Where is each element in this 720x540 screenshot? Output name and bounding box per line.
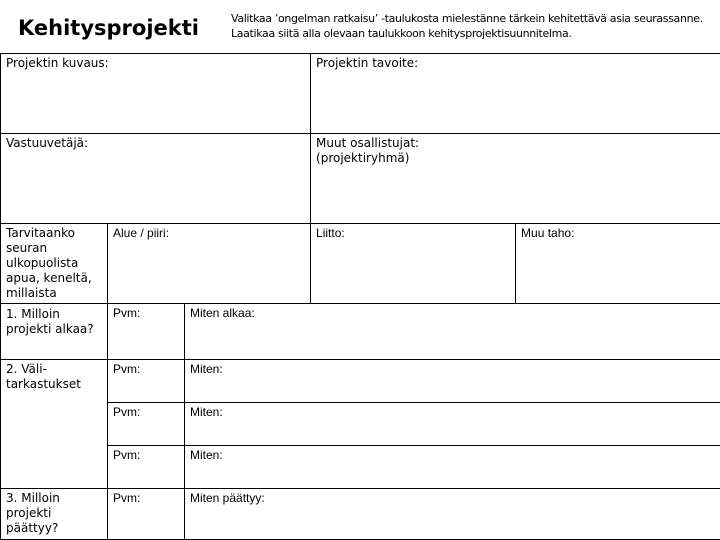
- end-question-cell: [1, 489, 108, 540]
- start-how-label: Miten alkaa:: [190, 306, 255, 320]
- checkpoint-2-how-label: Miten:: [190, 405, 223, 419]
- end-date-cell[interactable]: [108, 489, 185, 540]
- instructions-line-1: Valitkaa ’ongelman ratkaisu’ -taulukosta mielestänne tärkein kehitettävä asia seurassanne.: [231, 12, 703, 25]
- start-date-label: Pvm:: [113, 306, 141, 320]
- other-party-cell[interactable]: [516, 224, 720, 304]
- project-goal-label: Projektin tavoite:: [316, 56, 419, 70]
- checkpoint-3-how-cell[interactable]: [185, 446, 720, 489]
- checkpoint-3-date-cell[interactable]: [108, 446, 185, 489]
- end-how-label: Miten päättyy:: [190, 491, 265, 505]
- checkpoint-2-date-label: Pvm:: [113, 405, 141, 419]
- instructions-line-2: Laatikaa siitä alla olevaan taulukkoon kehitysprojektisuunnitelma.: [231, 27, 572, 40]
- outside-help-label: Tarvitaanko seuran ulkopuolista apua, keneltä, millaista: [6, 226, 92, 300]
- federation-cell[interactable]: [311, 224, 516, 304]
- start-question-cell: [1, 304, 108, 360]
- instructions-text: [231, 11, 716, 41]
- federation-label: Liitto:: [316, 226, 345, 240]
- region-label: Alue / piiri:: [113, 226, 170, 240]
- checkpoint-1-how-cell[interactable]: [185, 360, 720, 403]
- checkpoint-2-how-cell[interactable]: [185, 403, 720, 446]
- project-plan-table: [0, 53, 720, 540]
- checkpoint-3-how-label: Miten:: [190, 448, 223, 462]
- project-goal-cell[interactable]: [311, 54, 720, 134]
- start-how-cell[interactable]: [185, 304, 720, 360]
- page-title: Kehitysprojekti: [18, 16, 199, 40]
- end-date-label: Pvm:: [113, 491, 141, 505]
- project-description-label: Projektin kuvaus:: [6, 56, 109, 70]
- other-party-label: Muu taho:: [521, 226, 575, 240]
- outside-help-cell: [1, 224, 108, 304]
- project-description-cell[interactable]: [1, 54, 311, 134]
- other-participants-cell[interactable]: [311, 134, 720, 224]
- checkpoint-1-date-cell[interactable]: [108, 360, 185, 403]
- checkpoints-cell: [1, 360, 108, 489]
- checkpoints-label: 2. Väli-tarkastukset: [6, 362, 81, 391]
- responsible-person-label: Vastuuvetäjä:: [6, 136, 89, 150]
- checkpoint-1-date-label: Pvm:: [113, 362, 141, 376]
- start-question-label: 1. Milloin projekti alkaa?: [6, 307, 94, 336]
- region-cell[interactable]: [108, 224, 311, 304]
- responsible-person-cell[interactable]: [1, 134, 311, 224]
- other-participants-label: Muut osallistujat: (projektiryhmä): [316, 136, 420, 165]
- checkpoint-3-date-label: Pvm:: [113, 448, 141, 462]
- checkpoint-2-date-cell[interactable]: [108, 403, 185, 446]
- checkpoint-1-how-label: Miten:: [190, 362, 223, 376]
- start-date-cell[interactable]: [108, 304, 185, 360]
- end-how-cell[interactable]: [185, 489, 720, 540]
- end-question-label: 3. Milloin projekti päättyy?: [6, 491, 60, 535]
